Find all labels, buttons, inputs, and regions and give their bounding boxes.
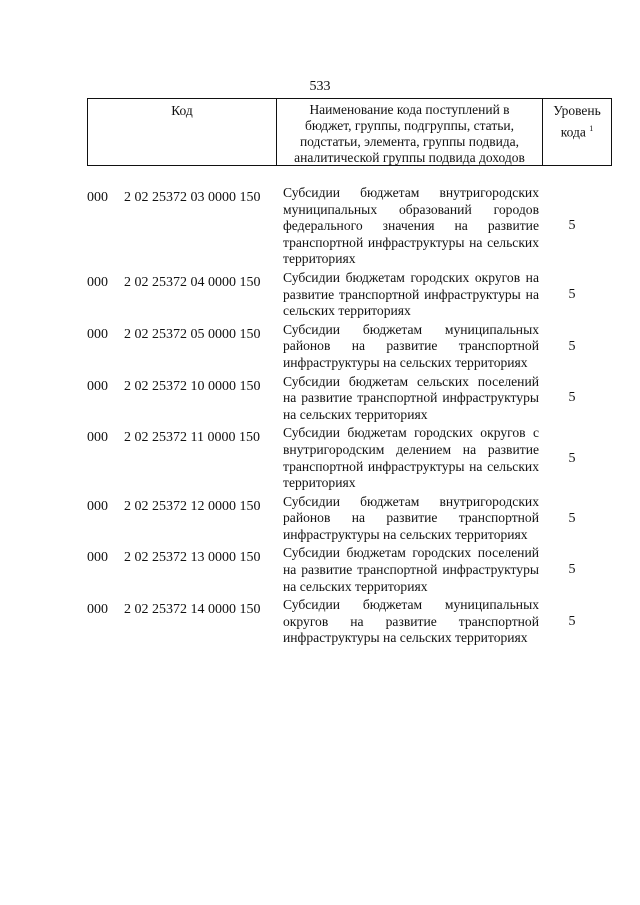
header-name-line: бюджет, группы, подгруппы, статьи, (305, 118, 514, 133)
page-number: 533 (309, 79, 331, 94)
table-body (87, 185, 612, 649)
row-name: Субсидии бюджетам городских округов на развитие транспортной инфраструктуры на сельских территориях (283, 269, 539, 319)
row-admin-code: 000 (87, 550, 108, 566)
row-name: Субсидии бюджетам муниципальных округов на развитие транспортной инфраструктуры на сельских территориях (283, 597, 539, 646)
table-header (87, 98, 612, 166)
row-revenue-code: 2 02 25372 10 0000 150 (124, 378, 261, 394)
row-level: 5 (568, 286, 576, 302)
row-name: Субсидии бюджетам городских округов с внутригородским делением на развитие транспортной инфраструктуры на сельских территориях (283, 425, 539, 491)
row-name: Субсидии бюджетам внутригородских муниципальных образований городов федерального значения на развитие транспортной инфраструктуры на сельских территориях (283, 185, 539, 267)
row-revenue-code: 2 02 25372 03 0000 150 (124, 190, 261, 205)
header-level-footnote: 1 (589, 124, 594, 133)
row-admin-code: 000 (87, 498, 108, 514)
row-revenue-code: 2 02 25372 13 0000 150 (124, 550, 261, 566)
row-admin-code: 000 (87, 430, 108, 446)
table-row (87, 270, 612, 320)
row-name: Субсидии бюджетам городских поселений на развитие транспортной инфраструктуры на сельских территориях (283, 545, 539, 594)
row-name: Субсидии бюджетам муниципальных районов на развитие транспортной инфраструктуры на сельских территориях (283, 321, 539, 370)
row-revenue-code: 2 02 25372 04 0000 150 (124, 274, 261, 290)
row-admin-code: 000 (87, 274, 108, 290)
row-revenue-code: 2 02 25372 05 0000 150 (124, 326, 261, 342)
table-row (87, 494, 612, 544)
header-name (277, 99, 543, 165)
row-revenue-code: 2 02 25372 11 0000 150 (124, 430, 260, 446)
header-level-code-text: кода (560, 124, 586, 140)
table-row (87, 597, 612, 647)
row-name: Субсидии бюджетам сельских поселений на развитие транспортной инфраструктуры на сельских территориях (283, 373, 539, 422)
table-row (87, 425, 612, 491)
row-level: 5 (568, 390, 576, 406)
row-admin-code: 000 (87, 190, 108, 205)
table-row (87, 374, 612, 424)
row-admin-code: 000 (87, 602, 108, 618)
row-level: 5 (568, 562, 576, 578)
row-admin-code: 000 (87, 326, 108, 342)
table-row (87, 322, 612, 372)
header-level-title: Уровень (553, 103, 601, 118)
header-code: Код (88, 99, 277, 165)
table-row (87, 545, 612, 595)
row-admin-code: 000 (87, 378, 108, 394)
row-level: 5 (568, 614, 576, 630)
header-level-code (543, 120, 611, 142)
row-level: 5 (568, 338, 576, 354)
row-name: Субсидии бюджетам внутригородских районов на развитие транспортной инфраструктуры на сельских территориях (283, 493, 539, 542)
table-row (87, 185, 612, 268)
row-revenue-code: 2 02 25372 14 0000 150 (124, 602, 261, 618)
header-name-line: Наименование кода поступлений в (309, 102, 510, 117)
header-name-line: подстатьи, элемента, группы подвида, (299, 134, 520, 149)
row-revenue-code: 2 02 25372 12 0000 150 (124, 498, 261, 514)
row-level: 5 (568, 510, 576, 526)
row-level: 5 (568, 450, 576, 466)
header-name-line: аналитической группы подвида доходов (294, 150, 525, 165)
header-level (543, 99, 611, 165)
row-level: 5 (568, 218, 576, 234)
